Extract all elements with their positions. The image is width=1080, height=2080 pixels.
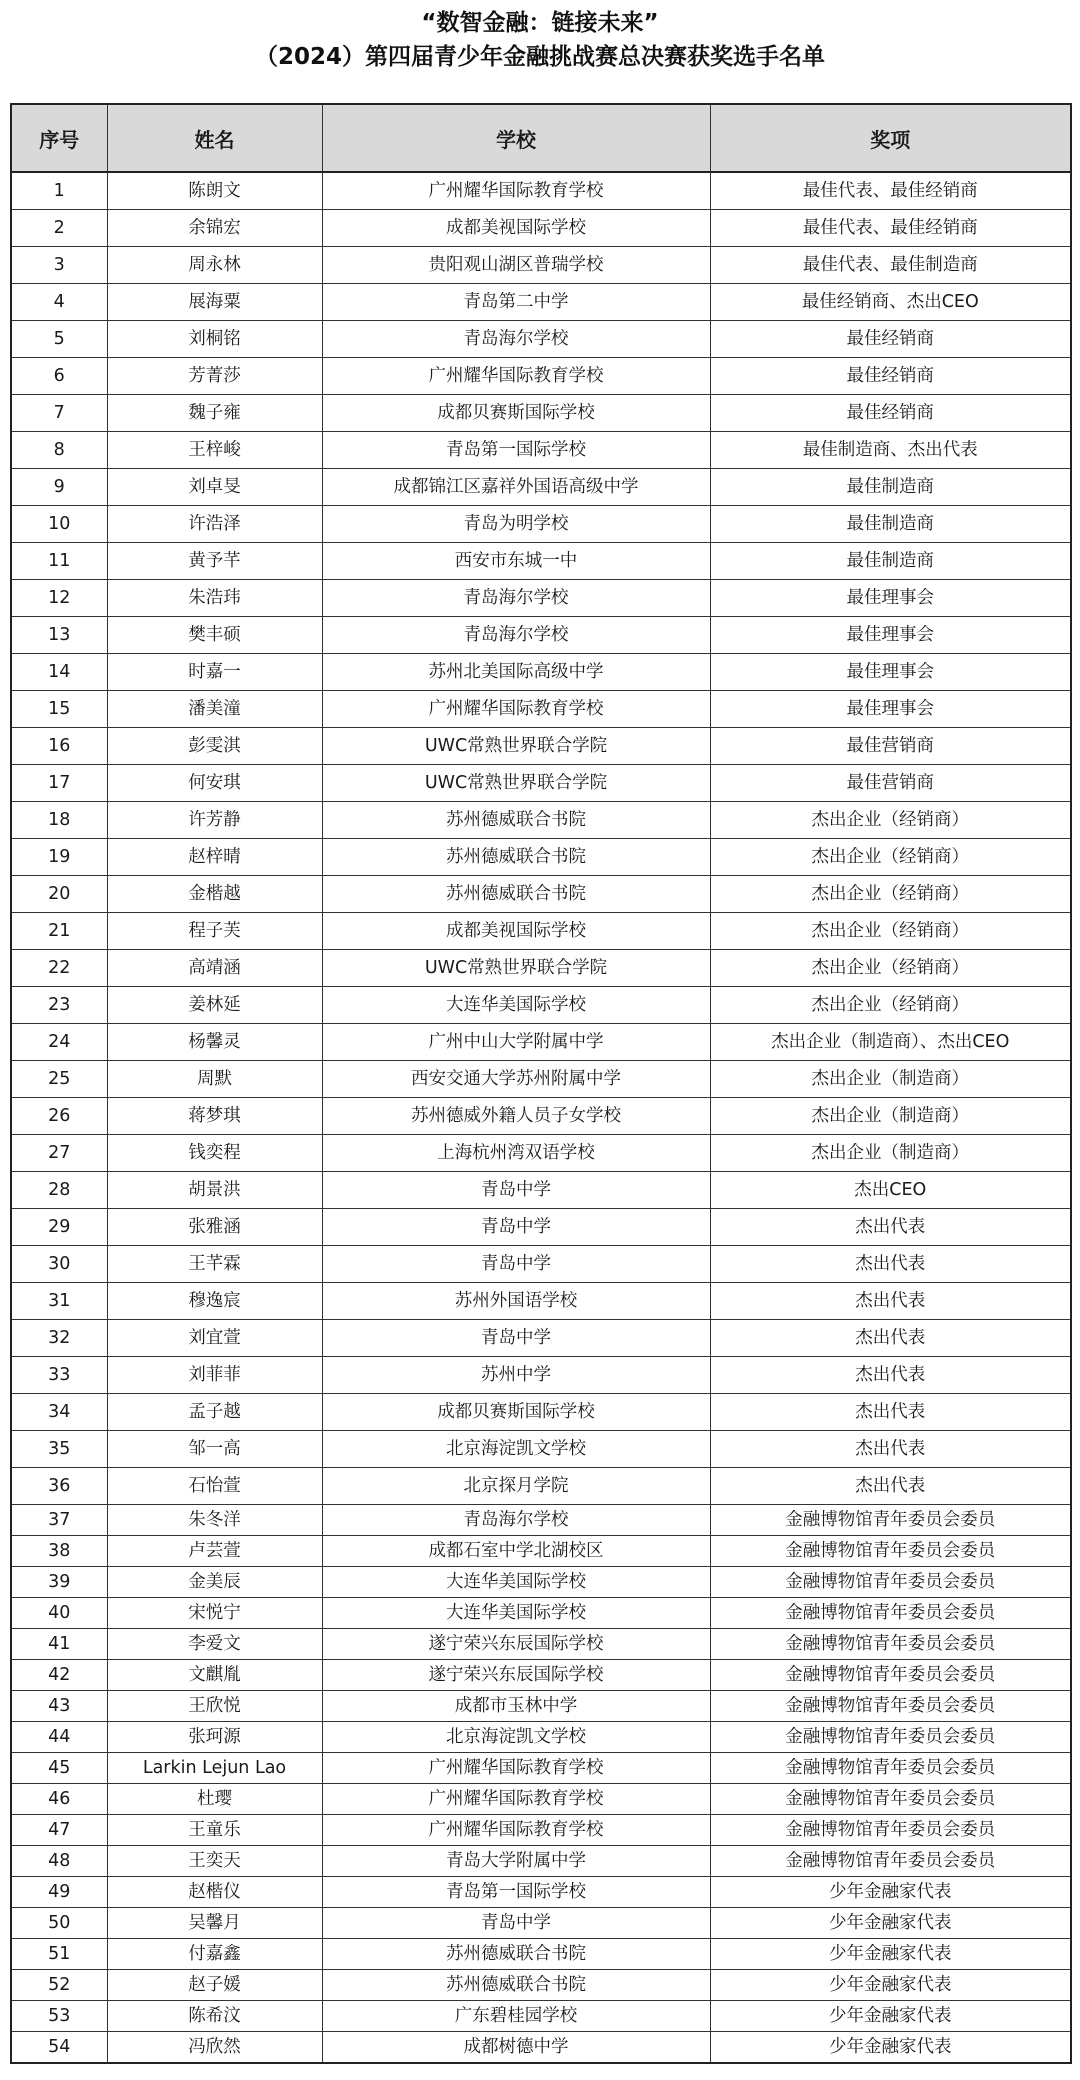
cell-index: 12 xyxy=(11,580,107,617)
cell-index: 33 xyxy=(11,1357,107,1394)
cell-school: 广州耀华国际教育学校 xyxy=(322,1815,710,1846)
table-row xyxy=(11,432,1071,469)
cell-index: 5 xyxy=(11,321,107,358)
cell-name: 赵子媛 xyxy=(107,1970,322,2001)
cell-index: 14 xyxy=(11,654,107,691)
table-row xyxy=(11,765,1071,802)
cell-school: 成都树德中学 xyxy=(322,2032,710,2064)
cell-name: 芳菁莎 xyxy=(107,358,322,395)
cell-name: 张珂源 xyxy=(107,1722,322,1753)
table-row xyxy=(11,284,1071,321)
table-row xyxy=(11,1061,1071,1098)
cell-name: 程子芙 xyxy=(107,913,322,950)
table-row xyxy=(11,580,1071,617)
table-row xyxy=(11,358,1071,395)
cell-award: 少年金融家代表 xyxy=(710,1970,1071,2001)
cell-school: UWC常熟世界联合学院 xyxy=(322,950,710,987)
cell-award: 最佳代表、最佳经销商 xyxy=(710,172,1071,210)
cell-index: 6 xyxy=(11,358,107,395)
cell-index: 29 xyxy=(11,1209,107,1246)
table-row xyxy=(11,1135,1071,1172)
cell-school: 苏州德威联合书院 xyxy=(322,876,710,913)
table-row xyxy=(11,1629,1071,1660)
cell-name: 王童乐 xyxy=(107,1815,322,1846)
winners-table xyxy=(10,103,1072,2064)
table-row xyxy=(11,1970,1071,2001)
table-row xyxy=(11,1394,1071,1431)
cell-name: 周默 xyxy=(107,1061,322,1098)
cell-award: 最佳经销商、杰出CEO xyxy=(710,284,1071,321)
cell-index: 18 xyxy=(11,802,107,839)
cell-name: 王欣悦 xyxy=(107,1691,322,1722)
cell-name: 穆逸宸 xyxy=(107,1283,322,1320)
cell-name: 卢芸萱 xyxy=(107,1536,322,1567)
table-row xyxy=(11,1357,1071,1394)
table-row xyxy=(11,1209,1071,1246)
cell-index: 7 xyxy=(11,395,107,432)
cell-index: 19 xyxy=(11,839,107,876)
cell-award: 杰出代表 xyxy=(710,1431,1071,1468)
cell-award: 金融博物馆青年委员会委员 xyxy=(710,1846,1071,1877)
cell-award: 金融博物馆青年委员会委员 xyxy=(710,1753,1071,1784)
cell-name: 周永林 xyxy=(107,247,322,284)
cell-award: 杰出企业（制造商） xyxy=(710,1098,1071,1135)
cell-school: 广东碧桂园学校 xyxy=(322,2001,710,2032)
table-row xyxy=(11,1660,1071,1691)
cell-school: 成都锦江区嘉祥外国语高级中学 xyxy=(322,469,710,506)
cell-index: 42 xyxy=(11,1660,107,1691)
table-row xyxy=(11,210,1071,247)
cell-name: 展海粟 xyxy=(107,284,322,321)
cell-name: 付嘉鑫 xyxy=(107,1939,322,1970)
cell-index: 35 xyxy=(11,1431,107,1468)
cell-index: 17 xyxy=(11,765,107,802)
cell-index: 50 xyxy=(11,1908,107,1939)
table-header-row xyxy=(11,104,1071,172)
cell-index: 31 xyxy=(11,1283,107,1320)
header-index: 序号 xyxy=(11,104,107,172)
table-row xyxy=(11,1431,1071,1468)
cell-school: UWC常熟世界联合学院 xyxy=(322,728,710,765)
cell-index: 9 xyxy=(11,469,107,506)
cell-school: 大连华美国际学校 xyxy=(322,987,710,1024)
cell-index: 3 xyxy=(11,247,107,284)
table-row xyxy=(11,802,1071,839)
cell-index: 51 xyxy=(11,1939,107,1970)
cell-index: 38 xyxy=(11,1536,107,1567)
cell-award: 最佳经销商 xyxy=(710,395,1071,432)
cell-school: 西安交通大学苏州附属中学 xyxy=(322,1061,710,1098)
cell-award: 最佳理事会 xyxy=(710,617,1071,654)
cell-award: 少年金融家代表 xyxy=(710,1939,1071,1970)
cell-award: 金融博物馆青年委员会委员 xyxy=(710,1598,1071,1629)
cell-award: 最佳理事会 xyxy=(710,691,1071,728)
table-row xyxy=(11,247,1071,284)
cell-school: 青岛中学 xyxy=(322,1246,710,1283)
table-row xyxy=(11,1505,1071,1536)
cell-name: 文麒胤 xyxy=(107,1660,322,1691)
table-row xyxy=(11,1468,1071,1505)
cell-name: 黄予芊 xyxy=(107,543,322,580)
cell-school: 青岛海尔学校 xyxy=(322,321,710,358)
cell-index: 26 xyxy=(11,1098,107,1135)
cell-award: 金融博物馆青年委员会委员 xyxy=(710,1784,1071,1815)
cell-name: 钱奕程 xyxy=(107,1135,322,1172)
table-row xyxy=(11,1691,1071,1722)
cell-school: 成都美视国际学校 xyxy=(322,210,710,247)
table-row xyxy=(11,1722,1071,1753)
cell-school: 青岛第一国际学校 xyxy=(322,1877,710,1908)
title-line-2: （2024）第四届青少年金融挑战赛总决赛获奖选手名单 xyxy=(254,44,825,70)
cell-index: 54 xyxy=(11,2032,107,2064)
table-row xyxy=(11,839,1071,876)
table-row xyxy=(11,172,1071,210)
cell-award: 少年金融家代表 xyxy=(710,2032,1071,2064)
cell-name: 潘美潼 xyxy=(107,691,322,728)
cell-index: 4 xyxy=(11,284,107,321)
cell-school: 北京探月学院 xyxy=(322,1468,710,1505)
cell-award: 杰出企业（制造商） xyxy=(710,1135,1071,1172)
cell-school: 北京海淀凯文学校 xyxy=(322,1431,710,1468)
title-line-1: “数智金融：链接未来” xyxy=(421,10,659,36)
document-title xyxy=(0,0,1080,74)
cell-index: 20 xyxy=(11,876,107,913)
cell-school: 青岛第二中学 xyxy=(322,284,710,321)
cell-name: 陈朗文 xyxy=(107,172,322,210)
cell-index: 22 xyxy=(11,950,107,987)
table-row xyxy=(11,469,1071,506)
table-row xyxy=(11,2001,1071,2032)
cell-award: 杰出代表 xyxy=(710,1357,1071,1394)
cell-index: 24 xyxy=(11,1024,107,1061)
cell-name: 王梓峻 xyxy=(107,432,322,469)
cell-award: 最佳经销商 xyxy=(710,358,1071,395)
cell-index: 46 xyxy=(11,1784,107,1815)
table-row xyxy=(11,1098,1071,1135)
table-row xyxy=(11,987,1071,1024)
table-row xyxy=(11,321,1071,358)
cell-name: 孟子越 xyxy=(107,1394,322,1431)
cell-index: 28 xyxy=(11,1172,107,1209)
cell-award: 金融博物馆青年委员会委员 xyxy=(710,1505,1071,1536)
cell-school: 青岛大学附属中学 xyxy=(322,1846,710,1877)
cell-name: 吴馨月 xyxy=(107,1908,322,1939)
cell-award: 杰出CEO xyxy=(710,1172,1071,1209)
table-row xyxy=(11,913,1071,950)
cell-school: 青岛为明学校 xyxy=(322,506,710,543)
cell-name: 赵梓晴 xyxy=(107,839,322,876)
cell-school: 遂宁荣兴东辰国际学校 xyxy=(322,1660,710,1691)
cell-name: 冯欣然 xyxy=(107,2032,322,2064)
cell-school: 广州中山大学附属中学 xyxy=(322,1024,710,1061)
table-row xyxy=(11,2032,1071,2064)
table-row xyxy=(11,1784,1071,1815)
cell-award: 杰出代表 xyxy=(710,1394,1071,1431)
cell-name: 姜林延 xyxy=(107,987,322,1024)
cell-award: 金融博物馆青年委员会委员 xyxy=(710,1691,1071,1722)
table-row xyxy=(11,691,1071,728)
cell-award: 金融博物馆青年委员会委员 xyxy=(710,1567,1071,1598)
cell-school: 青岛海尔学校 xyxy=(322,617,710,654)
table-row xyxy=(11,1320,1071,1357)
cell-school: 成都贝赛斯国际学校 xyxy=(322,395,710,432)
cell-name: 王芊霖 xyxy=(107,1246,322,1283)
cell-school: 广州耀华国际教育学校 xyxy=(322,1784,710,1815)
cell-award: 金融博物馆青年委员会委员 xyxy=(710,1660,1071,1691)
table-row xyxy=(11,876,1071,913)
table-row xyxy=(11,1172,1071,1209)
cell-award: 少年金融家代表 xyxy=(710,1877,1071,1908)
cell-index: 36 xyxy=(11,1468,107,1505)
cell-school: 青岛中学 xyxy=(322,1320,710,1357)
cell-award: 最佳代表、最佳制造商 xyxy=(710,247,1071,284)
cell-award: 杰出企业（经销商） xyxy=(710,987,1071,1024)
cell-index: 41 xyxy=(11,1629,107,1660)
cell-name: 胡景洪 xyxy=(107,1172,322,1209)
cell-name: 许芳静 xyxy=(107,802,322,839)
cell-award: 杰出企业（经销商） xyxy=(710,839,1071,876)
cell-index: 40 xyxy=(11,1598,107,1629)
cell-name: Larkin Lejun Lao xyxy=(107,1753,322,1784)
cell-school: 青岛海尔学校 xyxy=(322,1505,710,1536)
cell-name: 蒋梦琪 xyxy=(107,1098,322,1135)
cell-school: 大连华美国际学校 xyxy=(322,1567,710,1598)
cell-award: 杰出代表 xyxy=(710,1209,1071,1246)
cell-award: 杰出企业（制造商） xyxy=(710,1061,1071,1098)
cell-award: 最佳制造商 xyxy=(710,469,1071,506)
cell-name: 高靖涵 xyxy=(107,950,322,987)
cell-index: 21 xyxy=(11,913,107,950)
cell-name: 时嘉一 xyxy=(107,654,322,691)
cell-award: 最佳理事会 xyxy=(710,580,1071,617)
cell-award: 杰出企业（制造商）、杰出CEO xyxy=(710,1024,1071,1061)
cell-school: 成都市玉林中学 xyxy=(322,1691,710,1722)
cell-school: 青岛第一国际学校 xyxy=(322,432,710,469)
cell-name: 刘桐铭 xyxy=(107,321,322,358)
cell-award: 最佳代表、最佳经销商 xyxy=(710,210,1071,247)
cell-index: 53 xyxy=(11,2001,107,2032)
cell-name: 杜璎 xyxy=(107,1784,322,1815)
cell-school: 西安市东城一中 xyxy=(322,543,710,580)
table-row xyxy=(11,617,1071,654)
cell-school: 青岛海尔学校 xyxy=(322,580,710,617)
cell-name: 赵楷仪 xyxy=(107,1877,322,1908)
cell-index: 25 xyxy=(11,1061,107,1098)
cell-school: 广州耀华国际教育学校 xyxy=(322,691,710,728)
table-row xyxy=(11,1536,1071,1567)
cell-index: 8 xyxy=(11,432,107,469)
table-row xyxy=(11,395,1071,432)
cell-school: 苏州中学 xyxy=(322,1357,710,1394)
cell-index: 1 xyxy=(11,172,107,210)
cell-award: 最佳理事会 xyxy=(710,654,1071,691)
table-row xyxy=(11,1246,1071,1283)
cell-index: 47 xyxy=(11,1815,107,1846)
cell-award: 最佳营销商 xyxy=(710,765,1071,802)
cell-school: 大连华美国际学校 xyxy=(322,1598,710,1629)
cell-name: 杨馨灵 xyxy=(107,1024,322,1061)
cell-award: 金融博物馆青年委员会委员 xyxy=(710,1815,1071,1846)
cell-award: 金融博物馆青年委员会委员 xyxy=(710,1536,1071,1567)
cell-school: 苏州德威外籍人员子女学校 xyxy=(322,1098,710,1135)
table-row xyxy=(11,1024,1071,1061)
cell-index: 30 xyxy=(11,1246,107,1283)
cell-school: 成都石室中学北湖校区 xyxy=(322,1536,710,1567)
cell-name: 朱冬洋 xyxy=(107,1505,322,1536)
cell-award: 金融博物馆青年委员会委员 xyxy=(710,1722,1071,1753)
cell-school: 广州耀华国际教育学校 xyxy=(322,172,710,210)
cell-award: 杰出代表 xyxy=(710,1246,1071,1283)
cell-award: 少年金融家代表 xyxy=(710,1908,1071,1939)
cell-name: 张雅涵 xyxy=(107,1209,322,1246)
cell-name: 陈希汶 xyxy=(107,2001,322,2032)
cell-index: 48 xyxy=(11,1846,107,1877)
cell-index: 43 xyxy=(11,1691,107,1722)
cell-index: 16 xyxy=(11,728,107,765)
cell-school: 广州耀华国际教育学校 xyxy=(322,358,710,395)
cell-award: 最佳制造商 xyxy=(710,543,1071,580)
cell-index: 34 xyxy=(11,1394,107,1431)
cell-school: 苏州德威联合书院 xyxy=(322,802,710,839)
cell-index: 27 xyxy=(11,1135,107,1172)
table-row xyxy=(11,1753,1071,1784)
table-row xyxy=(11,728,1071,765)
cell-index: 15 xyxy=(11,691,107,728)
cell-award: 最佳制造商 xyxy=(710,506,1071,543)
cell-index: 13 xyxy=(11,617,107,654)
cell-name: 许浩泽 xyxy=(107,506,322,543)
cell-school: 广州耀华国际教育学校 xyxy=(322,1753,710,1784)
cell-name: 金楷越 xyxy=(107,876,322,913)
cell-name: 宋悦宁 xyxy=(107,1598,322,1629)
cell-index: 45 xyxy=(11,1753,107,1784)
cell-name: 朱浩玮 xyxy=(107,580,322,617)
table-row xyxy=(11,654,1071,691)
cell-award: 杰出企业（经销商） xyxy=(710,802,1071,839)
table-row xyxy=(11,1846,1071,1877)
cell-award: 杰出企业（经销商） xyxy=(710,913,1071,950)
cell-name: 何安琪 xyxy=(107,765,322,802)
table-row xyxy=(11,1567,1071,1598)
cell-name: 樊丰硕 xyxy=(107,617,322,654)
table-row xyxy=(11,543,1071,580)
cell-name: 刘菲菲 xyxy=(107,1357,322,1394)
cell-award: 最佳制造商、杰出代表 xyxy=(710,432,1071,469)
table-row xyxy=(11,506,1071,543)
cell-name: 李爱文 xyxy=(107,1629,322,1660)
cell-school: 青岛中学 xyxy=(322,1172,710,1209)
table-body xyxy=(11,172,1071,2063)
cell-school: UWC常熟世界联合学院 xyxy=(322,765,710,802)
cell-school: 青岛中学 xyxy=(322,1908,710,1939)
cell-school: 苏州德威联合书院 xyxy=(322,839,710,876)
cell-index: 11 xyxy=(11,543,107,580)
cell-award: 少年金融家代表 xyxy=(710,2001,1071,2032)
cell-school: 青岛中学 xyxy=(322,1209,710,1246)
cell-name: 金美辰 xyxy=(107,1567,322,1598)
cell-award: 杰出代表 xyxy=(710,1283,1071,1320)
cell-name: 魏子雍 xyxy=(107,395,322,432)
cell-award: 杰出代表 xyxy=(710,1468,1071,1505)
cell-award: 杰出企业（经销商） xyxy=(710,950,1071,987)
cell-school: 北京海淀凯文学校 xyxy=(322,1722,710,1753)
cell-index: 32 xyxy=(11,1320,107,1357)
cell-name: 刘宜萱 xyxy=(107,1320,322,1357)
header-school: 学校 xyxy=(322,104,710,172)
cell-name: 邹一高 xyxy=(107,1431,322,1468)
cell-name: 刘卓旻 xyxy=(107,469,322,506)
table-row xyxy=(11,950,1071,987)
cell-award: 最佳经销商 xyxy=(710,321,1071,358)
header-award: 奖项 xyxy=(710,104,1071,172)
cell-index: 10 xyxy=(11,506,107,543)
cell-award: 最佳营销商 xyxy=(710,728,1071,765)
cell-award: 杰出代表 xyxy=(710,1320,1071,1357)
cell-index: 2 xyxy=(11,210,107,247)
table-row xyxy=(11,1283,1071,1320)
cell-school: 苏州德威联合书院 xyxy=(322,1939,710,1970)
cell-name: 石怡萱 xyxy=(107,1468,322,1505)
cell-award: 杰出企业（经销商） xyxy=(710,876,1071,913)
table-row xyxy=(11,1598,1071,1629)
header-name: 姓名 xyxy=(107,104,322,172)
cell-school: 苏州德威联合书院 xyxy=(322,1970,710,2001)
cell-award: 金融博物馆青年委员会委员 xyxy=(710,1629,1071,1660)
cell-school: 成都贝赛斯国际学校 xyxy=(322,1394,710,1431)
table-row xyxy=(11,1877,1071,1908)
cell-index: 44 xyxy=(11,1722,107,1753)
table-row xyxy=(11,1939,1071,1970)
cell-name: 王奕天 xyxy=(107,1846,322,1877)
cell-index: 39 xyxy=(11,1567,107,1598)
table-row xyxy=(11,1815,1071,1846)
cell-school: 成都美视国际学校 xyxy=(322,913,710,950)
cell-name: 彭雯淇 xyxy=(107,728,322,765)
cell-index: 37 xyxy=(11,1505,107,1536)
cell-school: 苏州外国语学校 xyxy=(322,1283,710,1320)
cell-school: 上海杭州湾双语学校 xyxy=(322,1135,710,1172)
cell-name: 余锦宏 xyxy=(107,210,322,247)
table-row xyxy=(11,1908,1071,1939)
cell-school: 贵阳观山湖区普瑞学校 xyxy=(322,247,710,284)
cell-index: 52 xyxy=(11,1970,107,2001)
cell-index: 23 xyxy=(11,987,107,1024)
cell-index: 49 xyxy=(11,1877,107,1908)
cell-school: 苏州北美国际高级中学 xyxy=(322,654,710,691)
cell-school: 遂宁荣兴东辰国际学校 xyxy=(322,1629,710,1660)
